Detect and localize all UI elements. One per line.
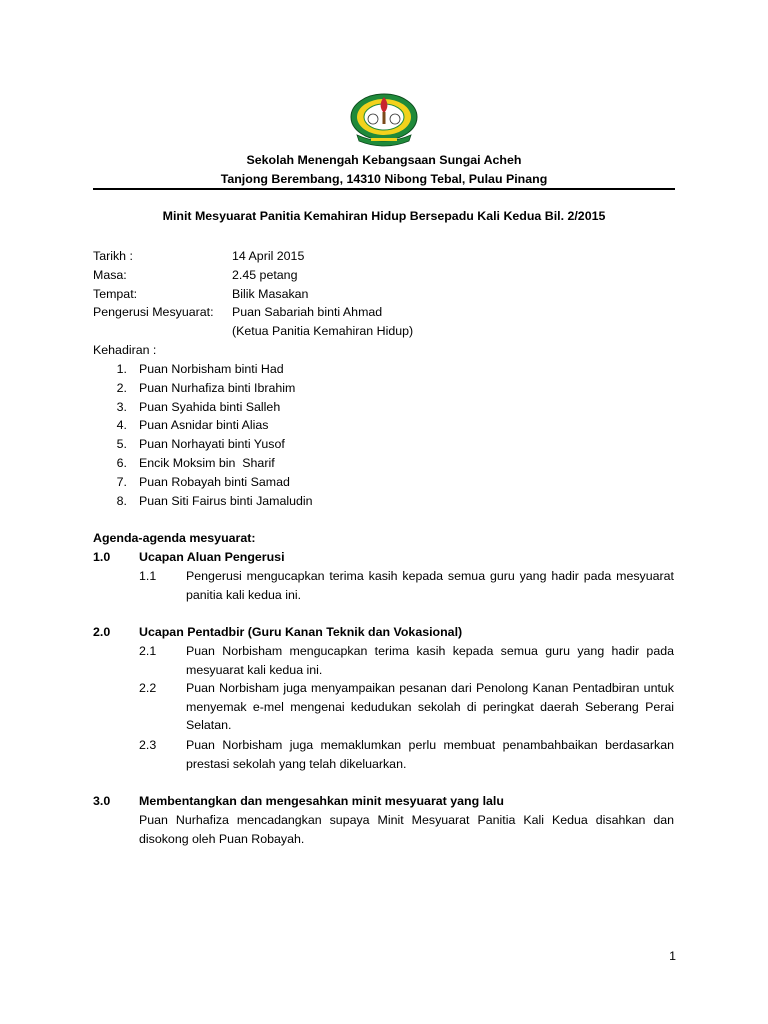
item-number: 2.3	[139, 738, 157, 752]
place-value: Bilik Masakan	[232, 287, 309, 301]
list-item-number: 4.	[116, 418, 127, 432]
item-text: Puan Norbisham juga menyampaikan pesanan dari Penolong Kanan Pentadbiran untuk menyemak e-mel mengenai kedudukan sekolah di peringkat daerah Seberang Perai Selatan.	[186, 681, 674, 733]
item-text: Puan Norbisham mengucapkan terima kasih kepada semua guru yang hadir pada mesyuarat kali kedua ini.	[186, 644, 674, 677]
list-item-name: Encik Moksim bin Sharif	[139, 456, 275, 470]
list-item-number: 1.	[116, 362, 127, 376]
page-number: 1	[669, 949, 676, 963]
list-item-name: Puan Nurhafiza binti Ibrahim	[139, 381, 296, 395]
list-item-name: Puan Norbisham binti Had	[139, 362, 284, 376]
list-item-name: Puan Norhayati binti Yusof	[139, 437, 285, 451]
date-value: 14 April 2015	[232, 249, 305, 263]
list-item-number: 3.	[116, 400, 127, 414]
list-item-number: 7.	[116, 475, 127, 489]
chair-role: (Ketua Panitia Kemahiran Hidup)	[232, 324, 414, 338]
section-title: Membentangkan dan mengesahkan minit mesyuarat yang lalu	[139, 794, 504, 808]
list-item-number: 8.	[116, 494, 127, 508]
time-label: Masa:	[93, 268, 127, 282]
attendance-label: Kehadiran :	[93, 343, 157, 357]
list-item-number: 6.	[116, 456, 127, 470]
item-number: 2.1	[139, 644, 157, 658]
crest-torch-handle	[383, 112, 386, 124]
list-item-name: Puan Asnidar binti Alias	[139, 418, 269, 432]
time-value: 2.45 petang	[232, 268, 298, 282]
item-number: 2.2	[139, 681, 157, 695]
list-item-number: 5.	[116, 437, 127, 451]
section-number: 2.0	[93, 625, 111, 639]
item-text: Puan Norbisham juga memaklumkan perlu membuat penambahbaikan berdasarkan prestasi sekolah yang telah dikeluarkan.	[186, 738, 674, 771]
school-name: Sekolah Menengah Kebangsaan Sungai Acheh	[246, 153, 522, 167]
school-crest-logo	[349, 87, 419, 149]
chair-label: Pengerusi Mesyuarat:	[93, 305, 214, 319]
date-label: Tarikh :	[93, 249, 133, 263]
document-title: Minit Mesyuarat Panitia Kemahiran Hidup Bersepadu Kali Kedua Bil. 2/2015	[162, 209, 606, 223]
school-address: Tanjong Berembang, 14310 Nibong Tebal, Pulau Pinang	[220, 172, 548, 186]
item-text: Pengerusi mengucapkan terima kasih kepada semua guru yang hadir pada mesyuarat panitia kali kedua ini.	[186, 569, 674, 602]
list-item-name: Puan Robayah binti Samad	[139, 475, 290, 489]
agenda-heading: Agenda-agenda mesyuarat:	[93, 531, 256, 545]
header-divider	[93, 188, 675, 190]
section-text: Puan Nurhafiza mencadangkan supaya Minit Mesyuarat Panitia Kali Kedua disahkan dan disokong oleh Puan Robayah.	[139, 813, 674, 846]
list-item-name: Puan Siti Fairus binti Jamaludin	[139, 494, 313, 508]
list-item-name: Puan Syahida binti Salleh	[139, 400, 281, 414]
item-number: 1.1	[139, 569, 157, 583]
crest-motto-band	[371, 138, 397, 141]
section-number: 3.0	[93, 794, 111, 808]
crest-left-emblem	[368, 114, 378, 124]
section-title: Ucapan Pentadbir (Guru Kanan Teknik dan Vokasional)	[139, 625, 463, 639]
section-title: Ucapan Aluan Pengerusi	[139, 550, 285, 564]
crest-right-emblem	[390, 114, 400, 124]
place-label: Tempat:	[93, 287, 138, 301]
section-number: 1.0	[93, 550, 111, 564]
chair-value: Puan Sabariah binti Ahmad	[232, 305, 383, 319]
list-item-number: 2.	[116, 381, 127, 395]
